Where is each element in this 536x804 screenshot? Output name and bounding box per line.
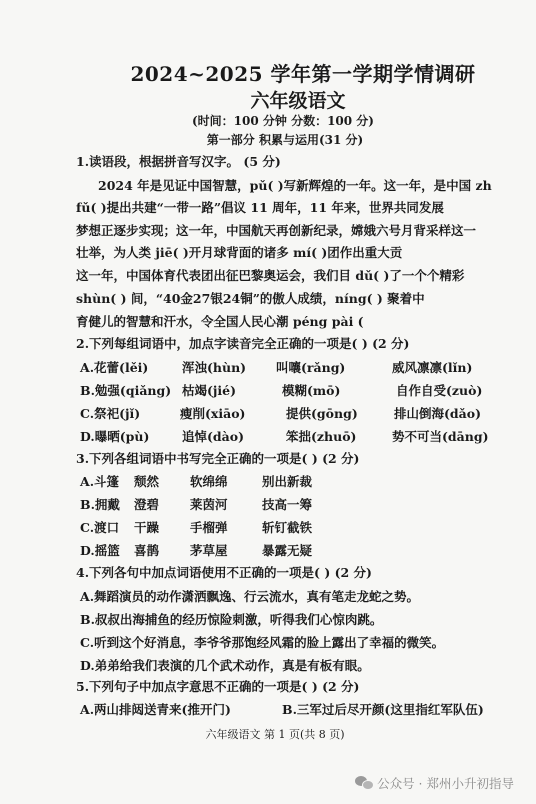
q3-option-cell: 斩钉截铁	[262, 520, 313, 535]
q3-option-cell: B.拥戴	[80, 497, 120, 512]
q2-option-cell: 提供(gōng)	[286, 406, 358, 421]
q4-option: C.听到这个好消息，李爷爷那饱经风霜的脸上露出了幸福的微笑。	[80, 635, 445, 650]
exam-subtitle: 六年级语文	[250, 90, 346, 112]
q3-option-cell: 莱茵河	[190, 497, 228, 512]
q4-title: 4.下列各句中加点词语使用不正确的一项是( ) (2 分)	[76, 565, 372, 580]
q1-line: 这一年，中国体育代表团出征巴黎奥运会，我们目 dǔ( )了一个个精彩	[76, 268, 465, 283]
q3-option-cell: 暴露无疑	[262, 543, 313, 558]
q1-line: 壮举，为人类 jiē( )开月球背面的诸多 mí( )团作出重大贡	[76, 245, 403, 260]
q3-option-cell: 喜鹊	[134, 543, 160, 558]
q1-line: 2024 年是见证中国智慧，pǔ( )写新辉煌的一年。这一年，是中国 zh	[98, 178, 492, 193]
q1-title: 1.读语段，根据拼音写汉字。 (5 分)	[76, 154, 281, 169]
q3-option-cell: 颓然	[134, 474, 160, 489]
q1-line: fǔ( )提出共建“一带一路”倡议 11 周年，11 年来，世界共同发展	[76, 200, 444, 215]
q2-option-cell: D.曝晒(pù)	[80, 429, 150, 444]
q5-title: 5.下列句子中加点字意思不正确的一项是( ) (2 分)	[76, 679, 360, 694]
q2-option-cell: 追悼(dào)	[182, 429, 245, 444]
part-heading: 第一部分 积累与运用(31 分)	[206, 133, 364, 147]
q2-option-cell: 叫嚷(rǎng)	[276, 360, 346, 375]
q3-option-cell: 技高一筹	[262, 497, 313, 512]
q3-option-cell: 软绵绵	[190, 474, 228, 489]
q1-line: 梦想正逐步实现；这一年，中国航天再创新纪录，嫦娥六号月背采样这一	[76, 223, 477, 238]
q2-option-cell: 瘦削(xiāo)	[180, 406, 246, 421]
q2-option-cell: 笨拙(zhuō)	[286, 429, 357, 444]
q5-option: B.三军过后尽开颜(这里指红军队伍)	[282, 702, 484, 717]
q4-option: B.叔叔出海捕鱼的经历惊险刺激，听得我们心惊肉跳。	[80, 612, 383, 627]
q2-title: 2.下列每组词语中，加点字读音完全正确的一项是( ) (2 分)	[76, 336, 410, 351]
q5-option: A.两山排闼送青来(推开门)	[80, 702, 231, 717]
q3-option-cell: 干躁	[134, 520, 160, 535]
watermark-text: 公众号 · 郑州小升初指导	[377, 776, 514, 791]
exam-meta: (时间：100 分钟 分数：100 分)	[192, 114, 374, 128]
q3-option-cell: 别出新裁	[262, 474, 313, 489]
wechat-icon	[355, 776, 373, 790]
q2-option-cell: 威风凛凛(lǐn)	[392, 360, 473, 375]
q3-option-cell: C.渡口	[80, 520, 120, 535]
q1-line: 育健儿的智慧和汗水，令全国人民心潮 péng pài (	[76, 314, 364, 329]
q2-option-cell: 排山倒海(dǎo)	[394, 406, 482, 421]
q2-option-cell: B.勉强(qiǎng)	[80, 383, 172, 398]
watermark	[355, 774, 514, 792]
q2-option-cell: 模糊(mō)	[282, 383, 341, 398]
q3-option-cell: 手榴弹	[190, 520, 228, 535]
page-footer: 六年级语文 第 1 页(共 8 页)	[205, 728, 345, 741]
q3-title: 3.下列各组词语中书写完全正确的一项是( ) (2 分)	[76, 451, 360, 466]
q2-option-cell: C.祭祀(jǐ)	[80, 406, 141, 421]
q2-option-cell: 势不可当(dāng)	[392, 429, 489, 444]
q3-option-cell: A.斗篷	[80, 474, 120, 489]
q2-option-cell: A.花蕾(lěi)	[80, 360, 149, 375]
q4-option: A.舞蹈演员的动作潇洒飘逸、行云流水，真有笔走龙蛇之势。	[80, 589, 420, 604]
q2-option-cell: 枯竭(jié)	[182, 383, 237, 398]
q1-line: shùn( ) 间，“40金27银24铜”的傲人成绩，níng( ) 聚着中	[76, 291, 425, 306]
exam-title: 2024~2025 学年第一学期学情调研	[130, 62, 476, 86]
q2-option-cell: 自作自受(zuò)	[396, 383, 483, 398]
q2-option-cell: 浑浊(hùn)	[182, 360, 247, 375]
q3-option-cell: D.摇篮	[80, 543, 120, 558]
q3-option-cell: 茅草屋	[190, 543, 228, 558]
q4-option: D.弟弟给我们表演的几个武术动作，真是有板有眼。	[80, 658, 370, 673]
q3-option-cell: 澄碧	[134, 497, 160, 512]
